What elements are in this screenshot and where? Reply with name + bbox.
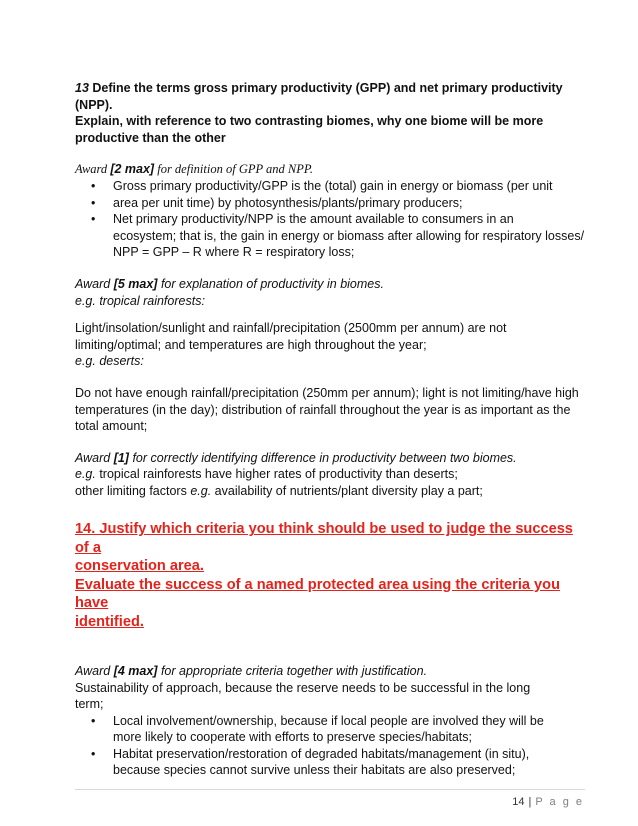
list-item-continuation [75, 244, 585, 261]
award-line [75, 483, 585, 500]
award-mark: [2 max] [110, 162, 155, 177]
award-text: tropical rainforests have higher rates of productivity than deserts; [95, 467, 458, 482]
award-text: other limiting factors [75, 483, 191, 498]
q13-heading-line: productive than the other [75, 130, 226, 145]
list-item [75, 195, 585, 212]
q14-heading-line: 14. Justify which criteria you think should be used to judge the success of a [75, 521, 573, 556]
eg-label: e.g. [75, 467, 96, 482]
eg-deserts-label: e.g. deserts: [75, 354, 144, 369]
award-prefix: Award [75, 663, 114, 678]
bullet-text: Local involvement/ownership, because if local people are involved they will be [113, 713, 544, 728]
list-item [75, 713, 585, 730]
q13-heading-line: Explain, with reference to two contrasting biomes, why one biome will be more [75, 114, 544, 129]
q14-heading-line: identified. [75, 613, 144, 630]
npp-bullets [75, 211, 585, 261]
bullet-icon: • [91, 178, 96, 193]
bullet-icon: • [91, 746, 96, 761]
paragraph-line: Light/insolation/sunlight and rainfall/precipitation (2500mm per annum) are not [75, 321, 507, 336]
rainforest-paragraph [75, 320, 585, 353]
footer-separator: | [528, 796, 532, 808]
bullet-icon: • [91, 713, 96, 728]
paragraph-line: Do not have enough rainfall/precipitation (250mm per annum); light is not limiting/have high [75, 385, 579, 400]
q14-heading [75, 520, 585, 630]
list-item [75, 211, 585, 228]
bullet-text: NPP = GPP – R where R = respiratory loss; [113, 245, 355, 260]
award-mark: [5 max] [113, 276, 158, 291]
list-item [75, 746, 585, 763]
bullet-text: because species cannot survive unless their habitats are also preserved; [113, 763, 516, 778]
award-suffix: for appropriate criteria together with justification. [157, 663, 428, 678]
q13-award-productivity [75, 276, 585, 293]
award-prefix: Award [75, 276, 114, 291]
bullet-text: area per unit time) by photosynthesis/plants/primary producers; [113, 195, 463, 210]
page-footer [512, 796, 584, 808]
bullet-text: Habitat preservation/restoration of degraded habitats/management (in situ), [113, 746, 530, 761]
local-involvement-bullet [75, 713, 585, 746]
paragraph-line: total amount; [75, 419, 148, 434]
sustainability-paragraph [75, 680, 585, 713]
bullet-text: Net primary productivity/NPP is the amount available to consumers in an [113, 212, 514, 227]
award-suffix: for definition of GPP and NPP. [154, 162, 314, 177]
gpp-bullets [75, 178, 585, 211]
award-mark: [4 max] [113, 663, 158, 678]
award-suffix: for correctly identifying difference in productivity between two biomes. [128, 450, 517, 465]
award-mark: [1] [113, 450, 129, 465]
q13-heading-text: Define the terms gross primary productivity (GPP) and net primary productivity [88, 81, 563, 95]
desert-paragraph [75, 385, 585, 435]
list-item-continuation [75, 762, 585, 779]
award-text: availability of nutrients/plant diversity play a part; [211, 483, 483, 498]
bullet-text: Gross primary productivity/GPP is the (total) gain in energy or biomass (per unit [113, 178, 553, 193]
eg-label: e.g. [190, 483, 212, 498]
paragraph-line: limiting/optimal; and temperatures are high throughout the year; [75, 337, 427, 352]
bullet-icon: • [91, 212, 96, 227]
q13-award-difference [75, 450, 585, 500]
q14-heading-line: Evaluate the success of a named protected area using the criteria you have [75, 576, 561, 612]
q14-heading-line: conservation area. [75, 558, 204, 575]
bullet-icon: • [91, 195, 96, 210]
q13-heading-line [75, 80, 585, 97]
award-line [75, 450, 585, 467]
q13-award-gpp-npp [75, 161, 585, 178]
bullet-text: more likely to cooperate with efforts to preserve species/habitats; [113, 730, 472, 745]
list-item-continuation [75, 228, 585, 245]
paragraph-line: temperatures (in the day); distribution of rainfall throughout the year is as important as the [75, 402, 571, 417]
q13-heading [75, 80, 585, 146]
award-line [75, 466, 585, 483]
footer-divider [75, 789, 585, 790]
q14-award-criteria [75, 663, 585, 680]
eg-rainforest-label: e.g. tropical rainforests: [75, 293, 205, 308]
award-prefix: Award [75, 162, 111, 177]
list-item [75, 178, 585, 195]
bullet-text: ecosystem; that is, the gain in energy or biomass after allowing for respiratory losses/ [113, 228, 585, 243]
award-prefix: Award [75, 450, 114, 465]
list-item-continuation [75, 729, 585, 746]
document-page [75, 80, 585, 779]
q13-number: 13 [75, 81, 89, 95]
page-number: 14 [512, 796, 525, 808]
habitat-preservation-bullet [75, 746, 585, 779]
paragraph-line: term; [75, 697, 104, 712]
q13-heading-line: (NPP). [75, 97, 113, 112]
page-word: P a g e [535, 796, 584, 808]
paragraph-line: Sustainability of approach, because the reserve needs to be successful in the long [75, 680, 531, 695]
award-suffix: for explanation of productivity in biomes. [157, 276, 384, 291]
